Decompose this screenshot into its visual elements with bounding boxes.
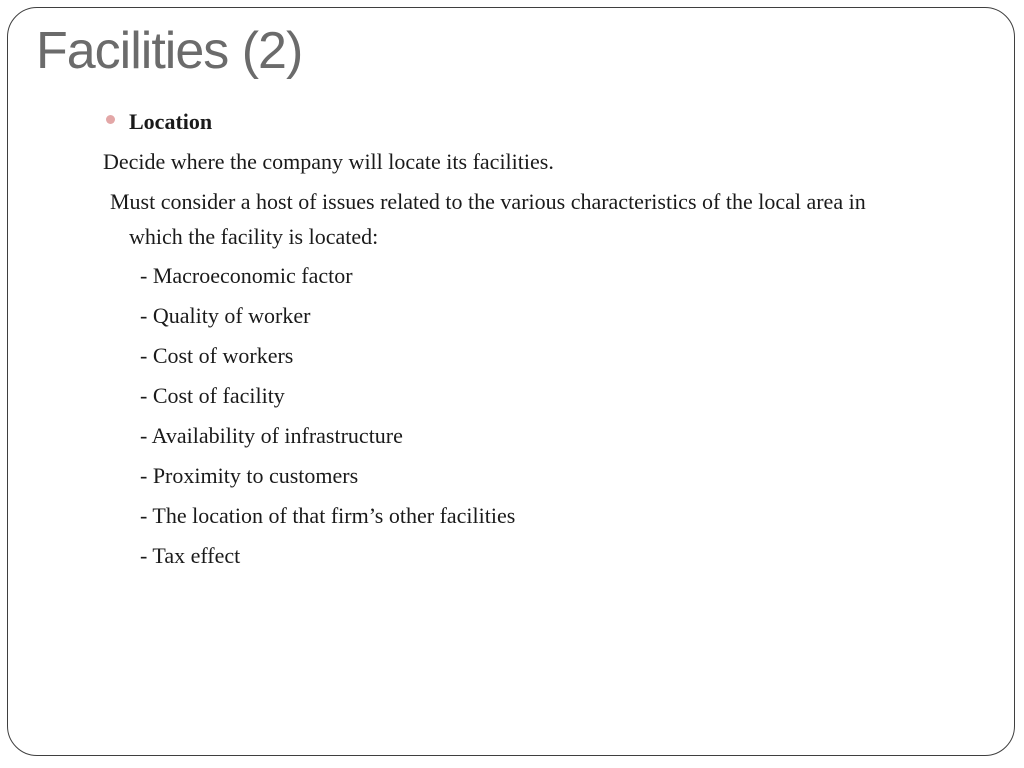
bullet-dot-icon bbox=[106, 115, 115, 124]
list-item: - Cost of facility bbox=[140, 383, 285, 408]
list-item: - Availability of infrastructure bbox=[140, 423, 403, 448]
list-item: - Macroeconomic factor bbox=[140, 263, 353, 288]
list-item: - Proximity to customers bbox=[140, 463, 359, 488]
list-item: - Tax effect bbox=[140, 543, 241, 568]
intro-text: Decide where the company will locate its facilities. bbox=[103, 149, 554, 174]
section-heading: Location bbox=[129, 109, 213, 134]
list-item: - Quality of worker bbox=[140, 303, 311, 328]
list-item: - Cost of workers bbox=[140, 343, 294, 368]
slide-title: Facilities (2) bbox=[36, 22, 303, 80]
consider-text-line-2: which the facility is located: bbox=[129, 224, 379, 249]
consider-text-line-1: Must consider a host of issues related to the various characteristics of the local area in bbox=[110, 189, 866, 214]
list-item: - The location of that firm’s other facilities bbox=[140, 503, 516, 528]
